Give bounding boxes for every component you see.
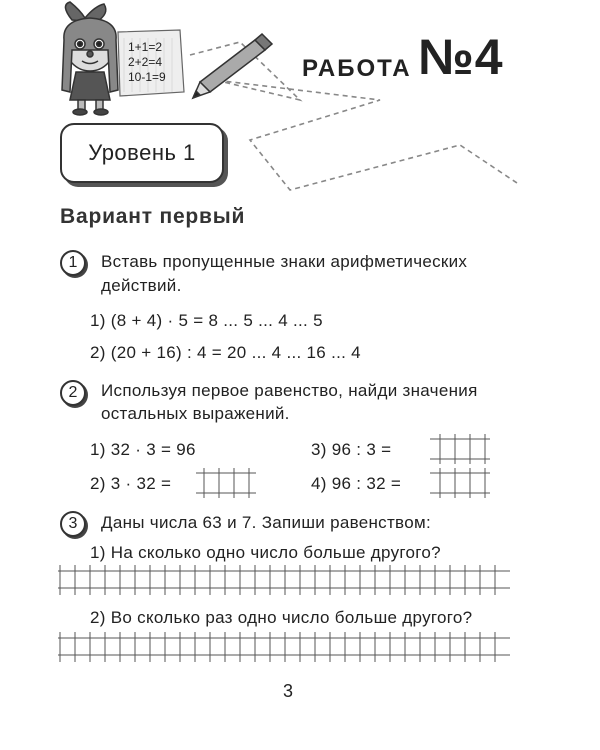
answer-cells-item-3[interactable] <box>430 434 490 464</box>
work-number: №4 <box>418 29 504 85</box>
task-1-text-line2: действий. <box>101 276 182 295</box>
task-2-item-4: 4) 96 : 32 = <box>311 474 402 493</box>
task-3-item-2: 2) Во сколько раз одно число больше другого? <box>90 608 473 627</box>
task-1-text-line1: Вставь пропущенные знаки арифметических <box>101 252 468 271</box>
answer-line-2[interactable] <box>58 632 510 662</box>
answer-cells-item-4[interactable] <box>430 468 490 498</box>
answer-cells-item-2[interactable] <box>196 468 256 498</box>
page-number: 3 <box>283 681 294 701</box>
answer-line-1[interactable] <box>58 565 510 595</box>
task-3-text-line1: Даны числа 63 и 7. Запиши равенством: <box>101 513 431 532</box>
work-label: РАБОТА <box>302 55 412 82</box>
task-2-item-1: 1) 32 · 3 = 96 <box>90 440 196 459</box>
level-label: Уровень 1 <box>88 140 196 165</box>
task-2-text-line2: остальных выражений. <box>101 404 290 423</box>
pencil-icon <box>193 34 272 98</box>
girl-icon <box>62 2 118 115</box>
level-box <box>60 123 224 183</box>
task-1-item-2: 2) (20 + 16) : 4 = 20 ... 4 ... 16 ... 4 <box>90 343 361 362</box>
task-2-text-line1: Используя первое равенство, найди значения <box>101 381 478 400</box>
paper-line: 10-1=9 <box>128 70 166 84</box>
variant-title: Вариант первый <box>60 205 246 228</box>
task-1-item-1: 1) (8 + 4) · 5 = 8 ... 5 ... 4 ... 5 <box>90 311 323 330</box>
task-number-2: 2 <box>60 380 86 406</box>
paper-math <box>128 40 166 85</box>
task-number-1: 1 <box>60 250 86 276</box>
task-3-item-1: 1) На сколько одно число больше другого? <box>90 543 441 562</box>
paper-line: 2+2=4 <box>128 55 163 69</box>
paper-line: 1+1=2 <box>128 40 163 54</box>
task-2-item-3: 3) 96 : 3 = <box>311 440 392 459</box>
task-number-3: 3 <box>60 511 86 537</box>
task-2-item-2: 2) 3 · 32 = <box>90 474 172 493</box>
